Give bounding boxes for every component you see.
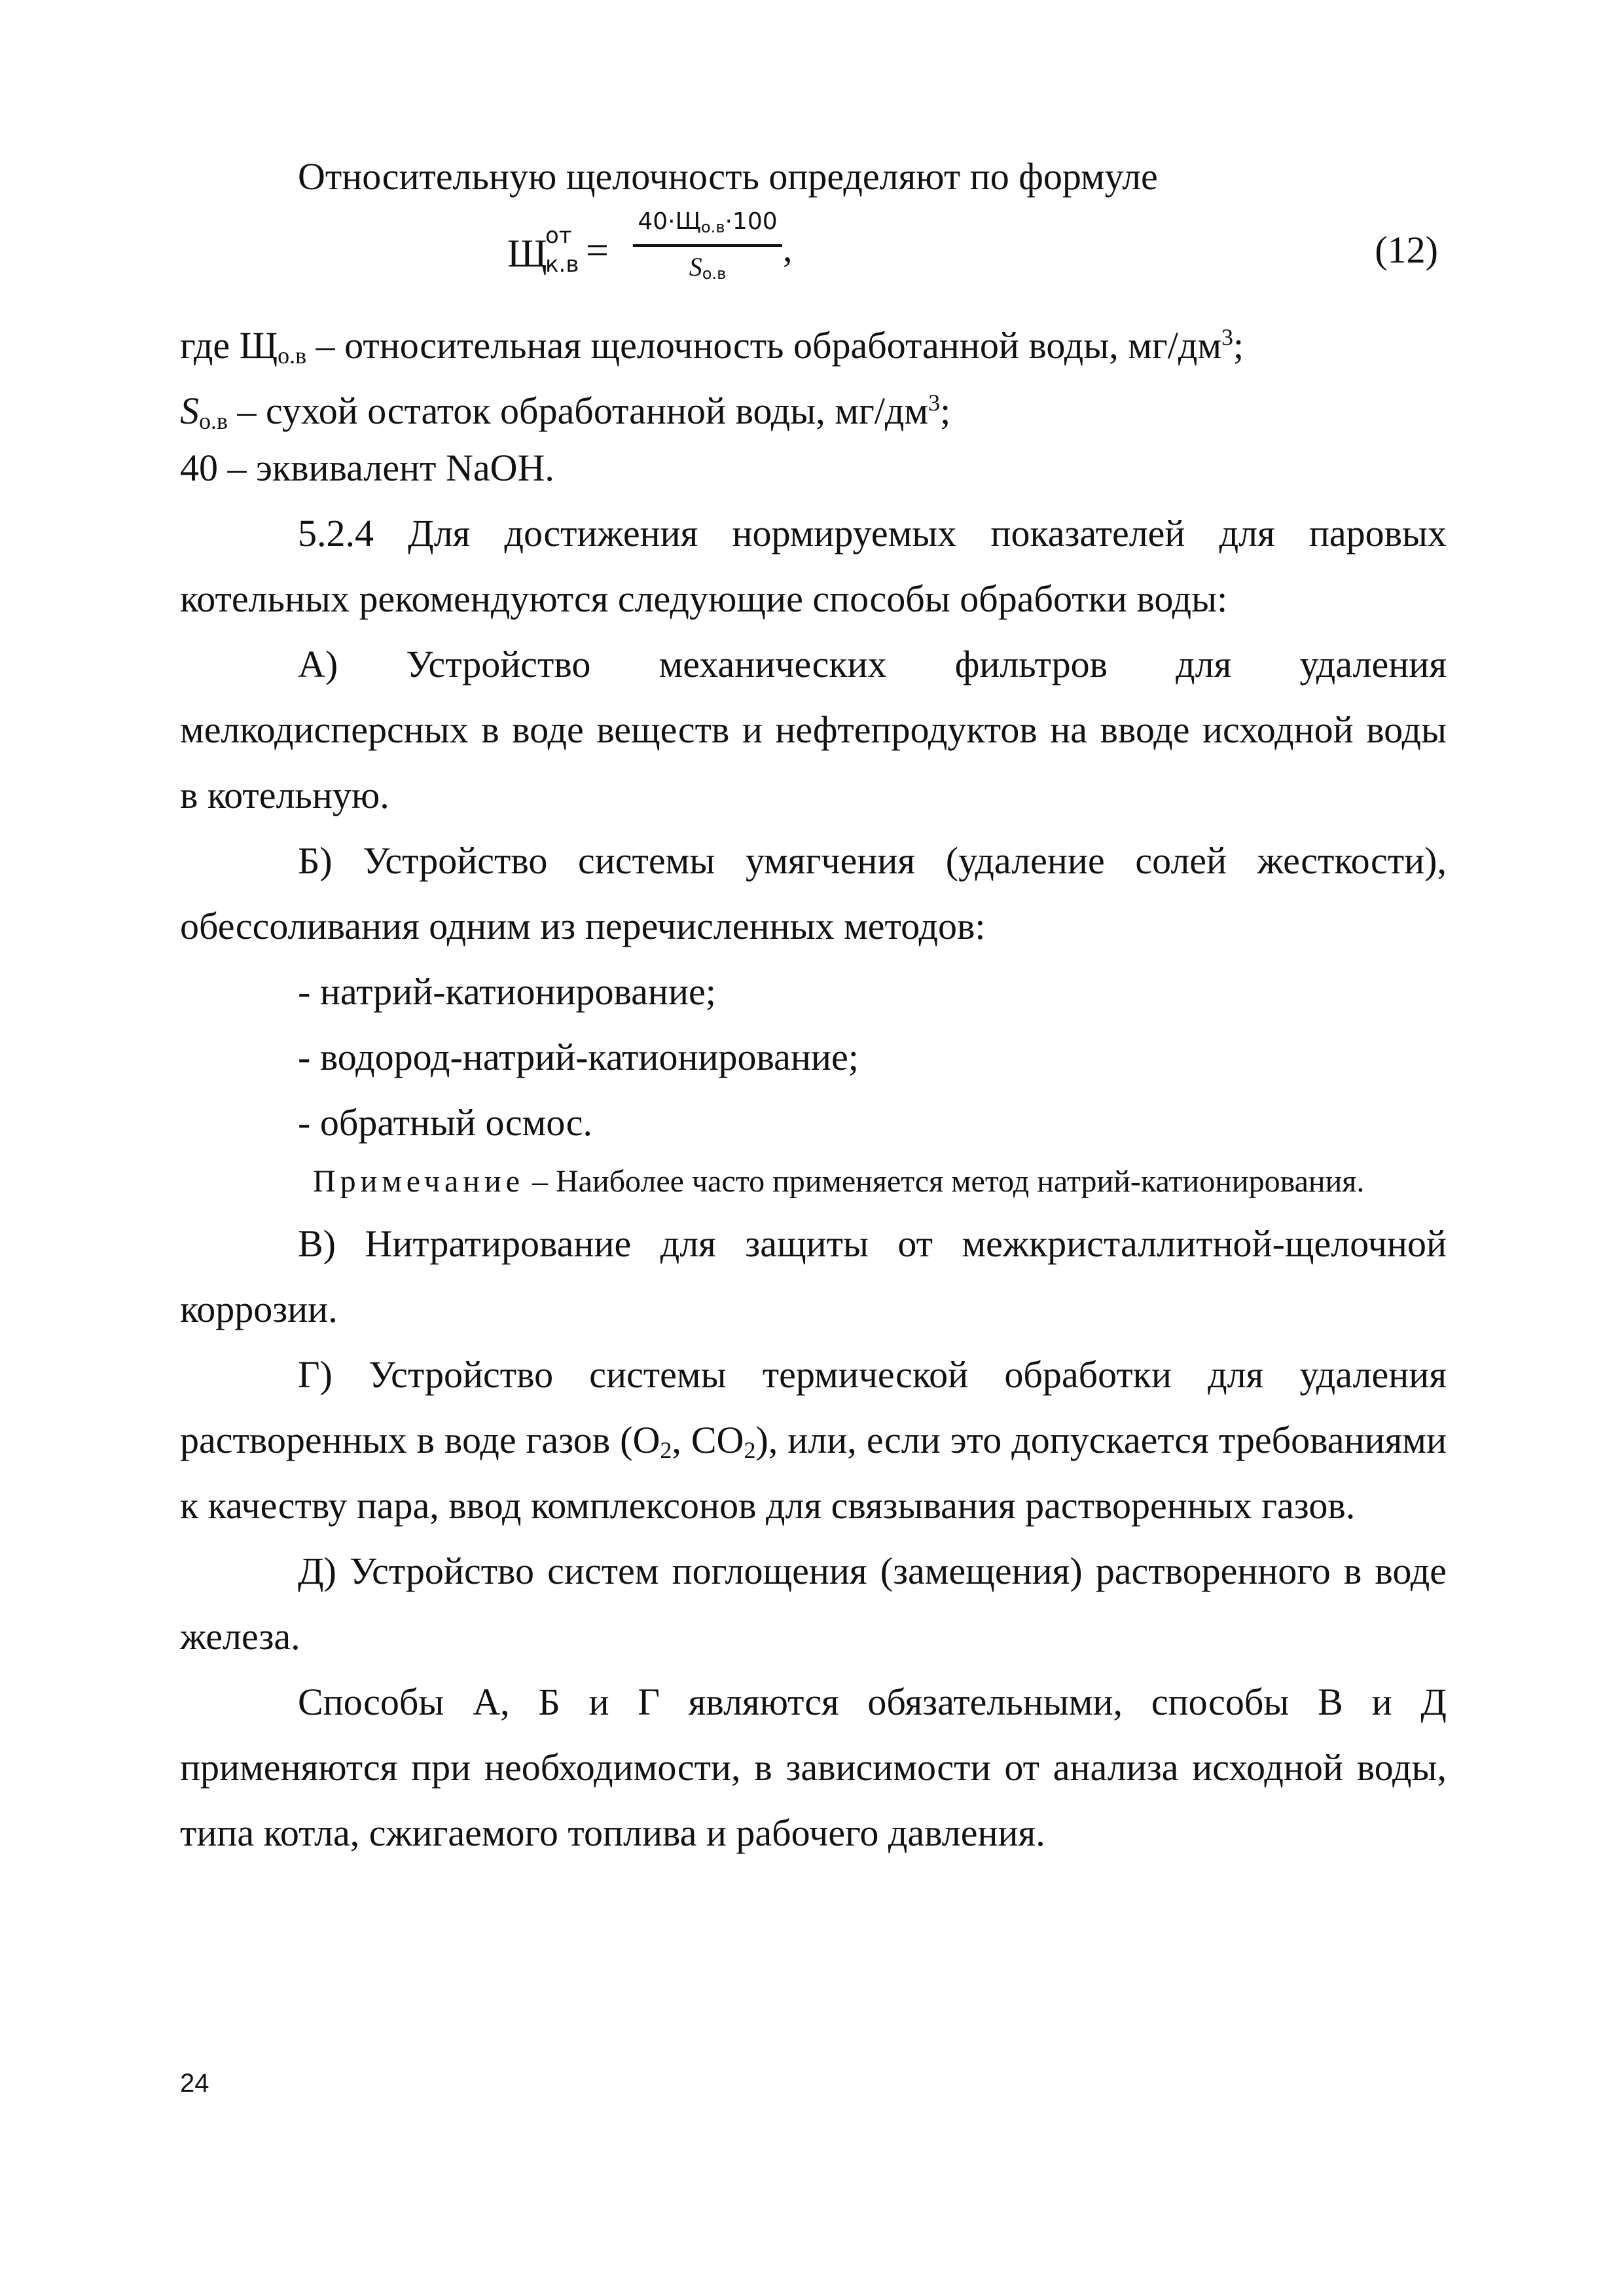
conclusion-end: типа котла, сжигаемого топлива и рабочего давления. <box>180 1812 1045 1854</box>
method-list-item: - водород-натрий-катионирование; <box>298 1036 859 1078</box>
note-text: – Наиболее часто применяется метод натрий-катионирования. <box>524 1164 1365 1199</box>
item-d: Д) Устройство систем поглощения (замещения) растворенного в воде <box>298 1550 1447 1592</box>
formula-12 <box>507 208 1450 300</box>
item-a-cont: мелкодисперсных в воде веществ и нефтепродуктов на вводе исходной воды <box>180 708 1447 751</box>
item-a: А) Устройство механических фильтров для удаления <box>298 643 1447 685</box>
equation-number: (12) <box>1375 228 1438 271</box>
formula-numerator: $40\cdot Щ_{о.в}\cdot 100$ <box>638 208 778 236</box>
section-5-2-4: 5.2.4 Для достижения нормируемых показателей для паровых <box>298 512 1447 555</box>
formula-denominator: $S_{о.в}$ <box>689 252 727 283</box>
item-d-cont: железа. <box>180 1615 300 1658</box>
fraction-bar <box>633 244 782 247</box>
item-b-cont: обессоливания одним из перечисленных методов: <box>180 905 986 947</box>
conclusion: Способы А, Б и Г являются обязательными, способы В и Д <box>298 1681 1447 1723</box>
item-a-end: в котельную. <box>180 774 389 816</box>
item-g-cont: растворенных в воде газов ($O_2$, $CO_2$), или, если это допускается требованиями <box>180 1419 1447 1463</box>
note <box>313 1156 1364 1208</box>
page-number: 24 <box>180 2069 209 2098</box>
conclusion-cont: применяются при необходимости, в зависимости от анализа исходной воды, <box>180 1746 1447 1789</box>
formula-subscript: к.в <box>545 251 579 278</box>
formula-symbol: Щ <box>507 232 547 275</box>
intro-text: Относительную щелочность определяют по формуле <box>298 155 1158 198</box>
note-label: Примечание <box>313 1164 524 1199</box>
definition-equivalent: 40 – эквивалент NaOH. <box>180 446 554 489</box>
item-g-end: к качеству пара, ввод комплексонов для связывания растворенных газов. <box>180 1484 1356 1527</box>
item-v-cont: коррозии. <box>180 1288 338 1330</box>
item-g: Г) Устройство системы термической обработки для удаления <box>298 1353 1447 1396</box>
definition-dry-residue: $S_{о.в}$ – сухой остаток обработанной воды, $мг/дм^3$; <box>180 390 951 434</box>
formula-comma: , <box>783 227 793 270</box>
formula-equals: = <box>586 228 609 273</box>
method-list-item: - натрий-катионирование; <box>298 970 716 1013</box>
item-v: В) Нитратирование для защиты от межкристаллитной-щелочной <box>298 1222 1447 1265</box>
definition-alkalinity: где $Щ_{о.в}$ – относительная щелочность обработанной воды, $мг/дм^3$; <box>180 324 1244 369</box>
item-b: Б) Устройство системы умягчения (удаление солей жесткости), <box>298 839 1447 882</box>
formula-superscript: от <box>545 223 572 249</box>
section-5-2-4-cont: котельных рекомендуются следующие способы обработки воды: <box>180 577 1228 620</box>
method-list-item: - обратный осмос. <box>298 1101 593 1144</box>
